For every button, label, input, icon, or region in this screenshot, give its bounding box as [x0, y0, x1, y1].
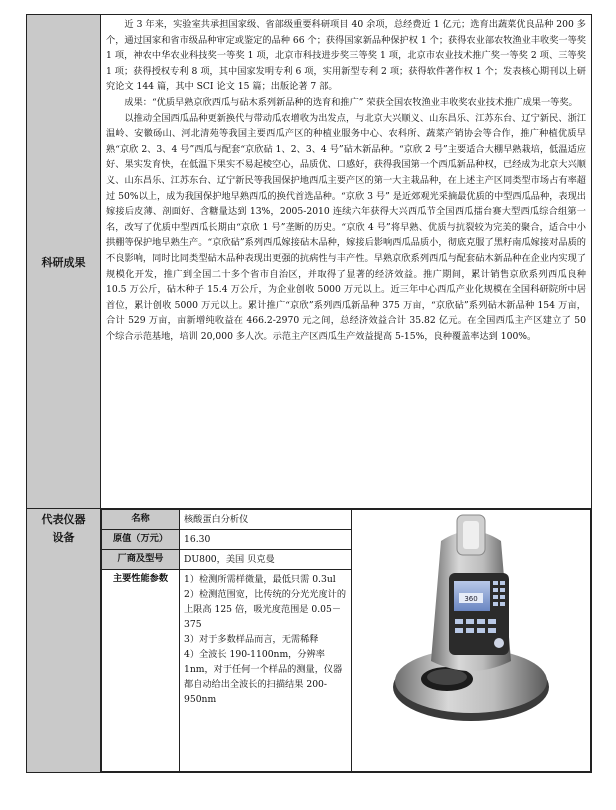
- document-page: [26, 14, 592, 773]
- research-paragraph: 近 3 年来，实验室共承担国家级、省部级重要科研项目 40 余项，总经费近 1 亿元；选育出蔬菜优良品种 200 多个，通过国家和省市级品种审定或鉴定的品种 66 个；获得国家新品种保护权 1 个；获得农业部农牧渔业丰收奖一等奖 1 项，神农中华农业科技奖一等奖 1 项，北京市科技进步奖三等奖 1 项，北京市农业技术推广奖一等奖 2 项、三等奖 1 项；获得授权专利 8 项，其中国家发明专利 6 项，实用新型专利 2 项；获得软件著作权 1 个；发表核心期刊以上研究论文 144 篇，其中 SCI 论文 15 篇；出版论著 7 部。: [106, 19, 586, 93]
- spectrophotometer-image: [371, 511, 571, 731]
- maker-key: 厂商及型号: [102, 550, 180, 570]
- performance-item: 4）全波长 190-1100nm，分辨率 1nm，对于任何一个样品的测量，仪器都自动给出全波长的扫描结果 200-950nm: [184, 649, 343, 705]
- performance-values: [180, 570, 352, 772]
- instrument-label-line1: 代表仪器: [41, 513, 86, 526]
- price-value: 16.30: [180, 530, 352, 550]
- display-readout: 360: [464, 595, 478, 603]
- instrument-section: [101, 509, 592, 773]
- research-content: [101, 15, 592, 509]
- name-value: 核酸蛋白分析仪: [180, 510, 352, 530]
- instrument-photo: [352, 510, 591, 772]
- research-paragraph: 以推动全国西瓜品种更新换代与带动瓜农增收为出发点，与北京大兴顺义、山东昌乐、江苏东台、辽宁新民、浙江温岭、安徽砀山、河北清苑等我国主要西瓜产区的种植业服务中心、农科所、蔬菜产销协会等合作，推广种植优质早熟“京欣 2、3、4 号”西瓜与配套“京欣砧 1、2、3、4 号”砧木新品种。“京欣 2 号”主要适合大棚早熟栽培，低温适应好、果实发育快，在低温下果实不易起棱空心，品质优、口感好，获得我国第一个西瓜新品种权，已经成为北京大兴顺义、山东昌乐、江苏东台、辽宁新民等我国保护地西瓜主要产区的第一大主栽品种，在上述主产区同类型市场占有率超过 50%以上，成为我国保护地早熟西瓜的换代首选品种。“京欣 3 号” 是近郊观光采摘最优质的中型西瓜品种，表现出嫁接后皮薄、剖面好、含糖量达到 13%，2005-2010 连续六年获得大兴西瓜节全国西瓜擂台赛大型西瓜综合组第一名，改写了优质中型西瓜长期由“京欣 1 号”垄断的历史。“京欣 4 号”将早熟、优质与抗裂较为完美的聚合，适合中小拱棚等保护地早熟生产。“京欣砧”系列西瓜嫁接砧木品种，嫁接后影响西瓜品质小，彻底克服了黑籽南瓜嫁接对品质的不良影响，同时比同类型砧木品种表现出更强的抗病性与丰产性。早熟京欣系列西瓜与配套砧木新品种在企业内实现了规模化开发，推广到全国二十多个省市自治区，并取得了显著的经济效益。推广期间，累计销售京欣系列西瓜良种 10.5 万公斤，砧木种子 15.4 万公斤，为企业创收 5000 万元以上。近三年中心西瓜产业化规模在全国科研院所中居首位，累计创收 5000 万元以上。累计推广“京欣”系列西瓜新品种 375 万亩，“京欣砧”系列砧木新品种 154 万亩，合计 529 万亩，亩新增纯收益在 466.2-2970 元之间，总经济效益合计 35.82 亿元。在全国西瓜主产区建立了 50 个综合示范基地，培训 20,000 多人次。示范主产区西瓜生产效益提高 5-15%，良种覆盖率达到 100%。: [106, 112, 586, 342]
- instrument-label-line2: 设备: [52, 531, 75, 544]
- name-key: 名称: [102, 510, 180, 530]
- research-label: 科研成果: [27, 15, 101, 509]
- performance-item: 2）检测范围宽，比传统的分光光度计的上限高 125 倍，吸光度范围是 0.05－375: [184, 589, 347, 630]
- maker-value: DU800，美国 贝克曼: [180, 550, 352, 570]
- instrument-label: [27, 509, 101, 773]
- performance-item: 3）对于多数样品而言，无需稀释: [184, 634, 319, 645]
- info-table: [26, 14, 592, 773]
- performance-item: 1）检测所需样微量，最低只需 0.3ul: [184, 574, 336, 585]
- price-key: 原值（万元）: [102, 530, 180, 550]
- instrument-table: [101, 509, 591, 772]
- performance-key: 主要性能参数: [102, 570, 180, 772]
- research-paragraph: 成果：“优质早熟京欣西瓜与砧木系列新品种的选育和推广” 荣获全国农牧渔业丰收奖农业技术推广成果一等奖。: [124, 96, 578, 108]
